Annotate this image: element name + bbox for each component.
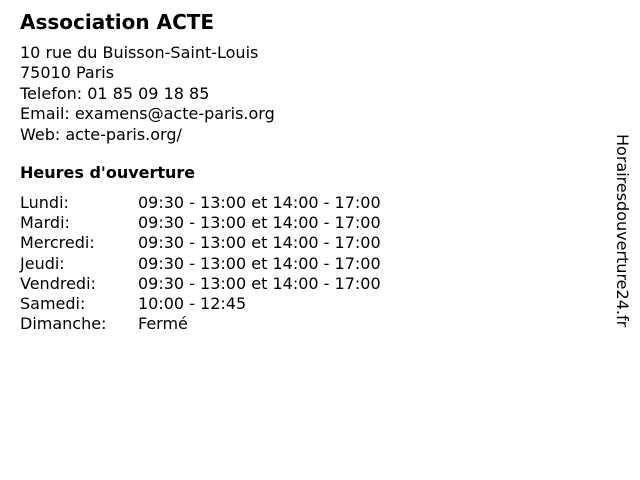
hours-day: Mardi: <box>20 213 70 233</box>
hours-row-wednesday <box>20 233 381 253</box>
hours-day: Mercredi: <box>20 233 95 253</box>
watermark-text: Horairesdouverture24.fr <box>613 134 632 328</box>
page-title: Association ACTE <box>20 10 215 34</box>
address-street: 10 rue du Buisson-Saint-Louis <box>20 43 259 62</box>
hours-day: Dimanche: <box>20 314 107 334</box>
hours-row-sunday <box>20 314 381 334</box>
address-web: Web: acte-paris.org/ <box>20 124 182 144</box>
hours-day: Jeudi: <box>20 253 65 273</box>
hours-row-monday <box>20 193 381 213</box>
hours-time: 09:30 - 13:00 et 14:00 - 17:00 <box>138 233 381 253</box>
hours-time: 09:30 - 13:00 et 14:00 - 17:00 <box>138 253 381 273</box>
address-phone: Telefon: 01 85 09 18 85 <box>20 83 210 103</box>
hours-table <box>20 193 381 334</box>
hours-time: 09:30 - 13:00 et 14:00 - 17:00 <box>138 273 381 293</box>
hours-time: 10:00 - 12:45 <box>138 294 247 314</box>
hours-day: Samedi: <box>20 294 86 314</box>
hours-row-saturday <box>20 294 381 314</box>
address-block <box>20 43 275 145</box>
hours-heading: Heures d'ouverture <box>20 163 196 182</box>
hours-time: Fermé <box>138 314 188 334</box>
hours-row-friday <box>20 274 381 294</box>
address-city: 75010 Paris <box>20 63 115 83</box>
hours-row-thursday <box>20 254 381 274</box>
hours-day: Lundi: <box>20 193 69 212</box>
hours-time: 09:30 - 13:00 et 14:00 - 17:00 <box>138 193 381 212</box>
hours-time: 09:30 - 13:00 et 14:00 - 17:00 <box>138 213 381 233</box>
address-email: Email: examens@acte-paris.org <box>20 104 275 124</box>
hours-row-tuesday <box>20 213 381 233</box>
hours-day: Vendredi: <box>20 273 96 293</box>
